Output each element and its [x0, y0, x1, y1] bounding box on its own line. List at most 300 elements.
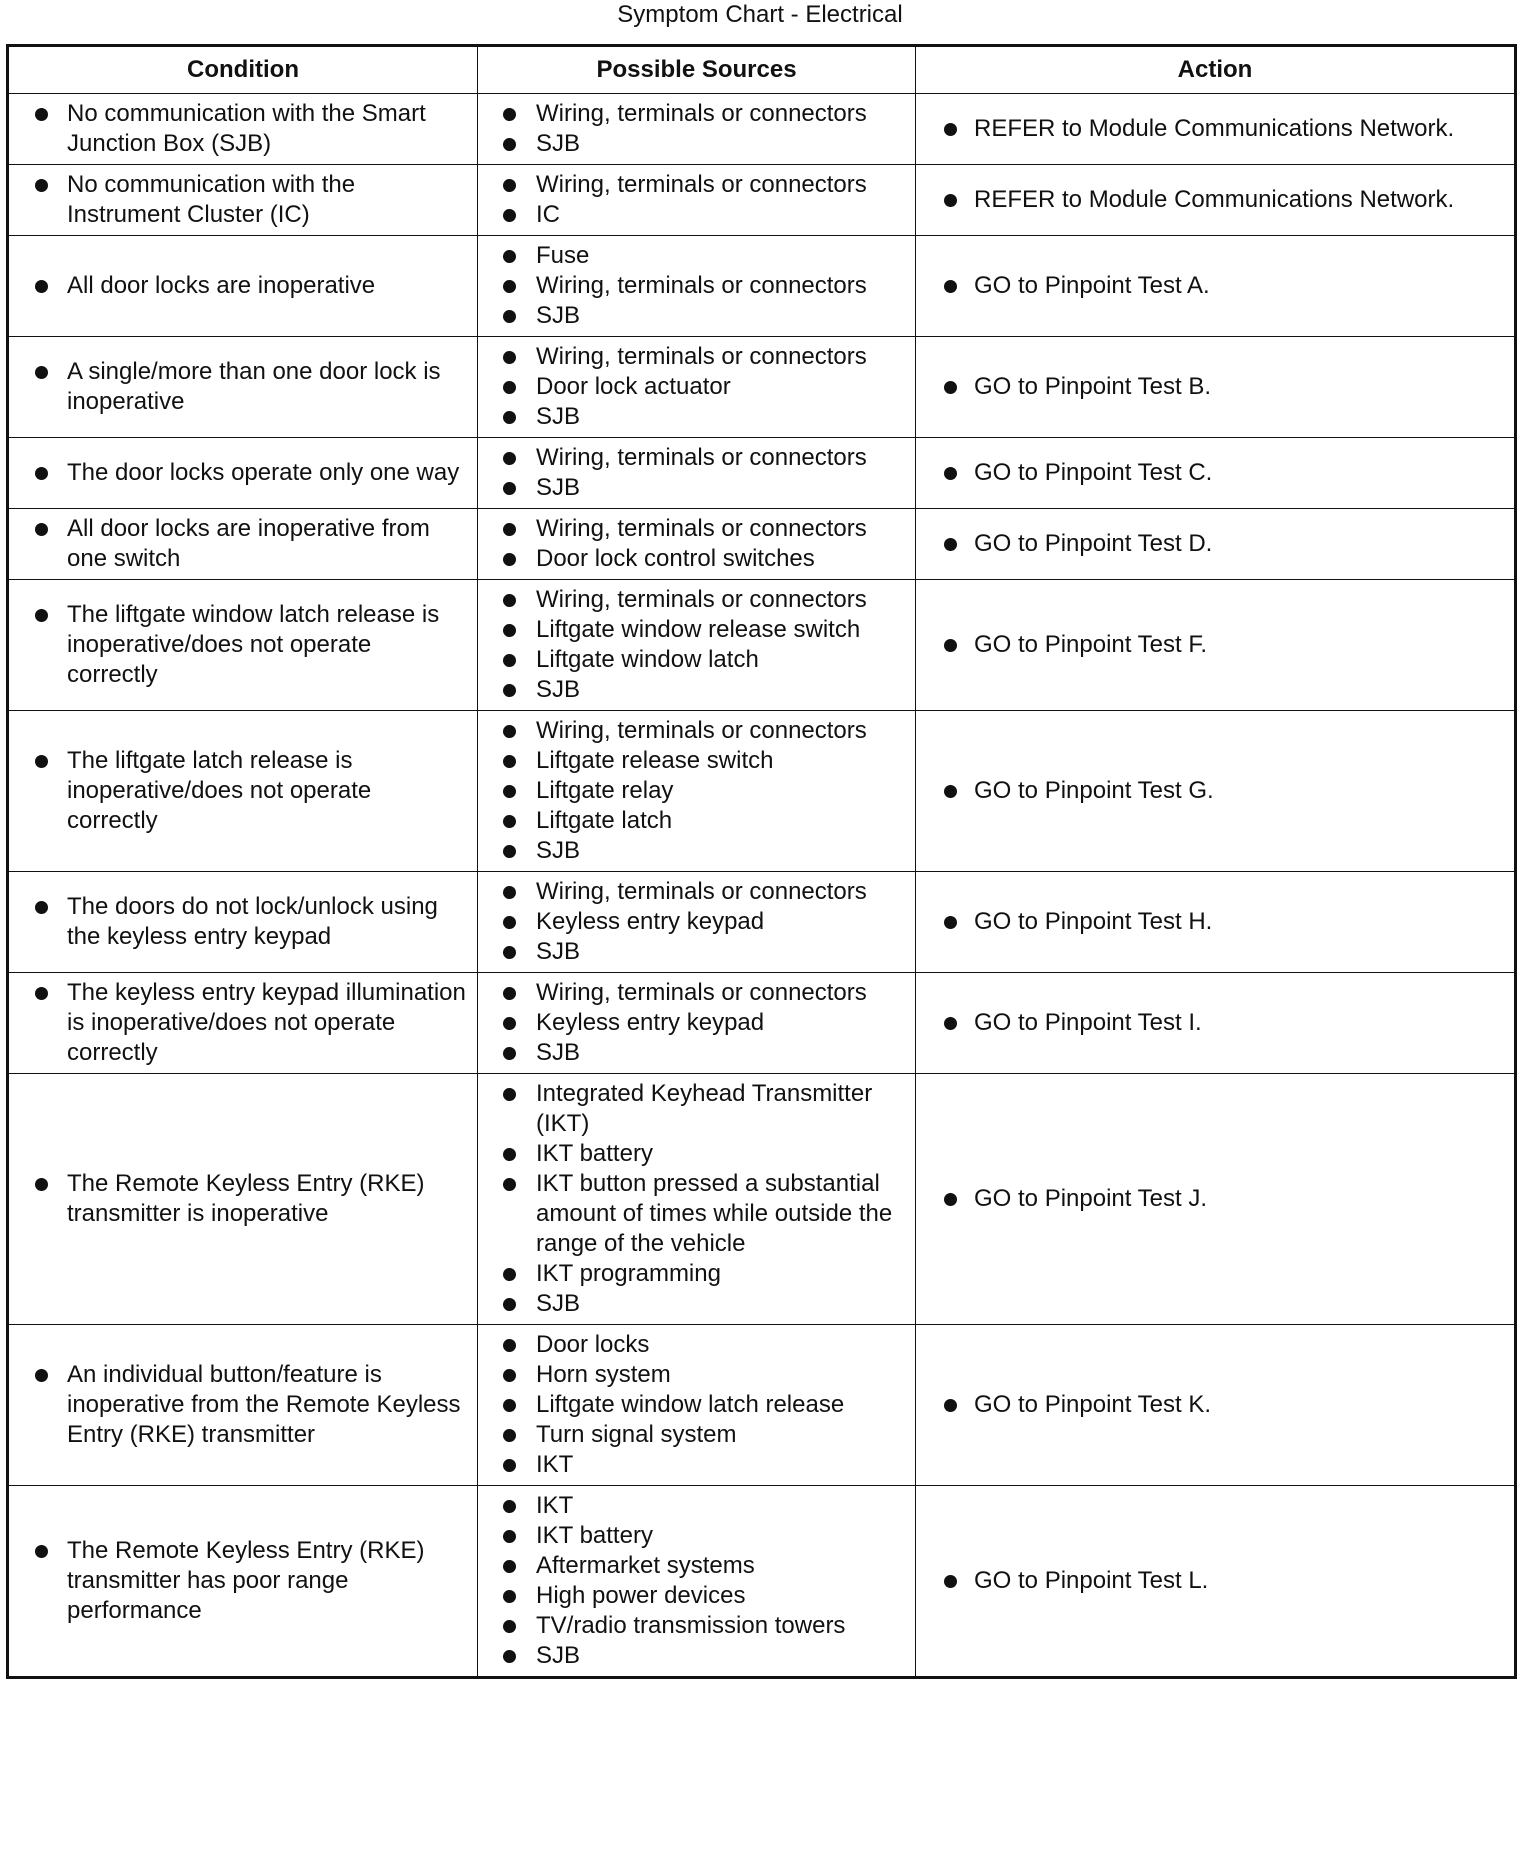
list-item-text: An individual button/feature is inoperative from the Remote Keyless Entry (RKE) transmitter [67, 1361, 461, 1448]
bullet-icon [503, 725, 516, 738]
table-row [8, 580, 1516, 711]
bullet-icon [503, 209, 516, 222]
bullet-icon [944, 639, 957, 652]
list-item-text: SJB [536, 1290, 581, 1317]
list-item [478, 585, 905, 615]
list-item-text: SJB [536, 1642, 581, 1669]
list-item-text: TV/radio transmission towers [536, 1612, 846, 1639]
action-cell [916, 1486, 1516, 1678]
list-item [478, 514, 905, 544]
list-item [478, 1139, 905, 1169]
action-cell-list [916, 1561, 1514, 1601]
list-item [916, 529, 1504, 559]
sources-cell [478, 1486, 916, 1678]
list-item [478, 1259, 905, 1289]
table-row [8, 236, 1516, 337]
bullet-icon [503, 785, 516, 798]
bullet-icon [35, 280, 48, 293]
table-row [8, 438, 1516, 509]
table-row [8, 1325, 1516, 1486]
list-item-text: GO to Pinpoint Test I. [974, 1009, 1202, 1036]
sources-cell [478, 165, 916, 236]
sources-cell-list [478, 438, 915, 508]
condition-cell [8, 711, 478, 872]
bullet-icon [503, 179, 516, 192]
bullet-icon [944, 1399, 957, 1412]
table-row [8, 165, 1516, 236]
list-item-text: GO to Pinpoint Test G. [974, 777, 1214, 804]
list-item-text: Liftgate window latch release [536, 1391, 845, 1418]
list-item-text: Liftgate latch [536, 807, 673, 834]
action-cell-list [916, 109, 1514, 149]
sources-cell-list [478, 337, 915, 437]
condition-cell [8, 973, 478, 1074]
sources-cell [478, 337, 916, 438]
sources-cell-list [478, 1074, 915, 1324]
list-item [9, 458, 467, 488]
bullet-icon [503, 1369, 516, 1382]
bullet-icon [503, 523, 516, 536]
list-item [478, 1169, 905, 1259]
action-cell-list [916, 1385, 1514, 1425]
list-item-text: SJB [536, 130, 581, 157]
list-item-text: No communication with the Instrument Cluster (IC) [67, 171, 356, 228]
list-item [9, 271, 467, 301]
list-item [478, 129, 905, 159]
list-item [916, 114, 1504, 144]
bullet-icon [503, 815, 516, 828]
list-item-text: Liftgate release switch [536, 747, 774, 774]
bullet-icon [35, 1369, 48, 1382]
list-item-text: SJB [536, 676, 581, 703]
bullet-icon [35, 467, 48, 480]
list-item [478, 1551, 905, 1581]
condition-cell-list [9, 1531, 477, 1631]
list-item [9, 892, 467, 952]
list-item [478, 937, 905, 967]
bullet-icon [944, 123, 957, 136]
bullet-icon [503, 1650, 516, 1663]
list-item [478, 978, 905, 1008]
bullet-icon [503, 946, 516, 959]
list-item-text: Turn signal system [536, 1421, 737, 1448]
condition-cell-list [9, 165, 477, 235]
list-item [9, 170, 467, 230]
bullet-icon [944, 1017, 957, 1030]
table-row [8, 711, 1516, 872]
list-item [478, 1491, 905, 1521]
list-item-text: The liftgate window latch release is inoperative/does not operate correctly [67, 601, 440, 688]
bullet-icon [503, 1047, 516, 1060]
list-item [9, 99, 467, 159]
condition-cell [8, 872, 478, 973]
list-item [478, 402, 905, 432]
action-cell [916, 1325, 1516, 1486]
bullet-icon [944, 467, 957, 480]
list-item-text: SJB [536, 837, 581, 864]
bullet-icon [35, 179, 48, 192]
action-cell [916, 509, 1516, 580]
action-cell [916, 872, 1516, 973]
list-item [916, 776, 1504, 806]
list-item [478, 1079, 905, 1139]
list-item [478, 746, 905, 776]
list-item-text: SJB [536, 403, 581, 430]
bullet-icon [503, 250, 516, 263]
list-item [478, 200, 905, 230]
condition-cell-list [9, 887, 477, 957]
bullet-icon [503, 1178, 516, 1191]
bullet-icon [503, 138, 516, 151]
bullet-icon [944, 194, 957, 207]
list-item-text: GO to Pinpoint Test A. [974, 272, 1210, 299]
bullet-icon [503, 280, 516, 293]
list-item-text: Liftgate window release switch [536, 616, 861, 643]
list-item-text: GO to Pinpoint Test B. [974, 373, 1212, 400]
action-cell-list [916, 902, 1514, 942]
list-item [478, 443, 905, 473]
sources-cell-list [478, 973, 915, 1073]
list-item-text: IKT battery [536, 1522, 653, 1549]
list-item-text: Door locks [536, 1331, 650, 1358]
list-item [478, 675, 905, 705]
bullet-icon [503, 351, 516, 364]
list-item [478, 241, 905, 271]
condition-cell-list [9, 1355, 477, 1455]
list-item [478, 1330, 905, 1360]
condition-cell [8, 1486, 478, 1678]
list-item-text: Wiring, terminals or connectors [536, 979, 867, 1006]
list-item [478, 877, 905, 907]
list-item-text: No communication with the Smart Junction Box (SJB) [67, 100, 426, 157]
bullet-icon [35, 987, 48, 1000]
list-item [9, 978, 467, 1068]
list-item [916, 1390, 1504, 1420]
list-item [478, 806, 905, 836]
list-item-text: SJB [536, 938, 581, 965]
list-item-text: The door locks operate only one way [67, 459, 460, 486]
bullet-icon [503, 886, 516, 899]
sources-cell [478, 1074, 916, 1325]
bullet-icon [503, 553, 516, 566]
condition-cell [8, 580, 478, 711]
list-item [916, 458, 1504, 488]
bullet-icon [503, 1088, 516, 1101]
condition-cell-list [9, 94, 477, 164]
condition-cell-list [9, 741, 477, 841]
list-item-text: GO to Pinpoint Test H. [974, 908, 1213, 935]
bullet-icon [503, 1017, 516, 1030]
bullet-icon [503, 1429, 516, 1442]
bullet-icon [503, 916, 516, 929]
list-item-text: Fuse [536, 242, 590, 269]
list-item [916, 630, 1504, 660]
list-item-text: IKT programming [536, 1260, 721, 1287]
action-cell [916, 165, 1516, 236]
list-item [478, 645, 905, 675]
action-cell-list [916, 1179, 1514, 1219]
condition-cell [8, 94, 478, 165]
list-item-text: Wiring, terminals or connectors [536, 171, 867, 198]
bullet-icon [35, 609, 48, 622]
condition-cell [8, 165, 478, 236]
sources-cell [478, 438, 916, 509]
list-item-text: The doors do not lock/unlock using the keyless entry keypad [67, 893, 438, 950]
list-item-text: IKT [536, 1492, 574, 1519]
list-item [478, 615, 905, 645]
table-row [8, 872, 1516, 973]
condition-cell-list [9, 1164, 477, 1234]
list-item [9, 357, 467, 417]
list-item [478, 372, 905, 402]
list-item-text: Aftermarket systems [536, 1552, 755, 1579]
condition-cell [8, 236, 478, 337]
sources-cell-list [478, 94, 915, 164]
table-row [8, 973, 1516, 1074]
action-cell [916, 580, 1516, 711]
table-row [8, 1074, 1516, 1325]
list-item [916, 1184, 1504, 1214]
list-item-text: Liftgate relay [536, 777, 674, 804]
list-item [478, 1390, 905, 1420]
list-item-text: Door lock control switches [536, 545, 815, 572]
list-item-text: IKT battery [536, 1140, 653, 1167]
bullet-icon [503, 1339, 516, 1352]
condition-cell-list [9, 352, 477, 422]
action-cell-list [916, 180, 1514, 220]
list-item-text: Wiring, terminals or connectors [536, 717, 867, 744]
list-item-text: GO to Pinpoint Test F. [974, 631, 1208, 658]
bullet-icon [35, 1545, 48, 1558]
sources-cell-list [478, 711, 915, 871]
sources-cell-list [478, 580, 915, 710]
list-item [9, 600, 467, 690]
list-item-text: The Remote Keyless Entry (RKE) transmitter has poor range performance [67, 1537, 425, 1624]
sources-cell [478, 1325, 916, 1486]
bullet-icon [944, 1193, 957, 1206]
bullet-icon [503, 310, 516, 323]
bullet-icon [503, 1560, 516, 1573]
list-item [478, 1581, 905, 1611]
bullet-icon [35, 523, 48, 536]
list-item-text: Wiring, terminals or connectors [536, 515, 867, 542]
list-item-text: The keyless entry keypad illumination is inoperative/does not operate correctly [67, 979, 466, 1066]
list-item [478, 170, 905, 200]
list-item [478, 1641, 905, 1671]
sources-cell-list [478, 1486, 915, 1676]
list-item [9, 1360, 467, 1450]
condition-cell-list [9, 973, 477, 1073]
sources-cell [478, 94, 916, 165]
bullet-icon [503, 755, 516, 768]
list-item-text: SJB [536, 474, 581, 501]
list-item [9, 746, 467, 836]
header-action: Action [916, 46, 1516, 94]
list-item [478, 1038, 905, 1068]
list-item [478, 544, 905, 574]
condition-cell-list [9, 266, 477, 306]
list-item-text: IC [536, 201, 560, 228]
list-item [916, 372, 1504, 402]
bullet-icon [503, 1148, 516, 1161]
list-item [9, 514, 467, 574]
condition-cell-list [9, 453, 477, 493]
list-item-text: REFER to Module Communications Network. [974, 186, 1455, 213]
bullet-icon [503, 845, 516, 858]
list-item-text: IKT [536, 1451, 574, 1478]
table-row [8, 337, 1516, 438]
action-cell-list [916, 453, 1514, 493]
list-item-text: Wiring, terminals or connectors [536, 100, 867, 127]
header-condition: Condition [8, 46, 478, 94]
table-body [8, 94, 1516, 1678]
action-cell [916, 337, 1516, 438]
action-cell-list [916, 367, 1514, 407]
list-item-text: Wiring, terminals or connectors [536, 878, 867, 905]
bullet-icon [944, 280, 957, 293]
list-item-text: Integrated Keyhead Transmitter (IKT) [536, 1080, 873, 1137]
list-item-text: Horn system [536, 1361, 671, 1388]
list-item [478, 1450, 905, 1480]
sources-cell-list [478, 236, 915, 336]
sources-cell [478, 973, 916, 1074]
list-item [478, 301, 905, 331]
list-item [478, 1360, 905, 1390]
action-cell-list [916, 625, 1514, 665]
header-row [8, 46, 1516, 94]
list-item-text: Door lock actuator [536, 373, 731, 400]
bullet-icon [503, 684, 516, 697]
list-item-text: Wiring, terminals or connectors [536, 444, 867, 471]
list-item [9, 1169, 467, 1229]
action-cell [916, 236, 1516, 337]
list-item [478, 99, 905, 129]
list-item [478, 271, 905, 301]
list-item-text: All door locks are inoperative [67, 272, 376, 299]
bullet-icon [35, 366, 48, 379]
sources-cell-list [478, 165, 915, 235]
condition-cell-list [9, 595, 477, 695]
header-possible-sources: Possible Sources [478, 46, 916, 94]
symptom-chart-table [6, 44, 1517, 1679]
bullet-icon [35, 108, 48, 121]
bullet-icon [503, 654, 516, 667]
list-item [478, 776, 905, 806]
sources-cell [478, 236, 916, 337]
bullet-icon [503, 1590, 516, 1603]
bullet-icon [503, 482, 516, 495]
list-item-text: Keyless entry keypad [536, 1009, 765, 1036]
bullet-icon [503, 987, 516, 1000]
chart-title: Symptom Chart - Electrical [617, 1, 903, 28]
bullet-icon [503, 624, 516, 637]
bullet-icon [944, 381, 957, 394]
list-item-text: IKT button pressed a substantial amount of times while outside the range of the vehicle [536, 1170, 893, 1257]
bullet-icon [503, 1500, 516, 1513]
bullet-icon [35, 901, 48, 914]
list-item-text: High power devices [536, 1582, 746, 1609]
list-item [478, 1008, 905, 1038]
list-item-text: Wiring, terminals or connectors [536, 272, 867, 299]
bullet-icon [503, 594, 516, 607]
list-item [916, 1008, 1504, 1038]
list-item [478, 907, 905, 937]
list-item [478, 1521, 905, 1551]
list-item [478, 1289, 905, 1319]
action-cell [916, 94, 1516, 165]
bullet-icon [503, 1298, 516, 1311]
list-item-text: A single/more than one door lock is inoperative [67, 358, 441, 415]
condition-cell-list [9, 509, 477, 579]
bullet-icon [503, 1268, 516, 1281]
bullet-icon [35, 1178, 48, 1191]
condition-cell [8, 509, 478, 580]
table-row [8, 1486, 1516, 1678]
list-item-text: SJB [536, 1039, 581, 1066]
table-row [8, 509, 1516, 580]
action-cell [916, 438, 1516, 509]
action-cell-list [916, 266, 1514, 306]
list-item-text: The liftgate latch release is inoperative/does not operate correctly [67, 747, 372, 834]
list-item [478, 342, 905, 372]
list-item [916, 185, 1504, 215]
list-item [478, 1611, 905, 1641]
sources-cell-list [478, 872, 915, 972]
action-cell [916, 973, 1516, 1074]
action-cell-list [916, 771, 1514, 811]
list-item-text: GO to Pinpoint Test L. [974, 1567, 1209, 1594]
list-item [916, 1566, 1504, 1596]
list-item-text: GO to Pinpoint Test D. [974, 530, 1213, 557]
list-item [478, 473, 905, 503]
action-cell [916, 711, 1516, 872]
bullet-icon [503, 1620, 516, 1633]
bullet-icon [944, 538, 957, 551]
list-item-text: All door locks are inoperative from one switch [67, 515, 430, 572]
bullet-icon [35, 755, 48, 768]
list-item-text: Wiring, terminals or connectors [536, 586, 867, 613]
list-item [478, 1420, 905, 1450]
list-item-text: SJB [536, 302, 581, 329]
condition-cell [8, 1325, 478, 1486]
sources-cell-list [478, 1325, 915, 1485]
sources-cell [478, 711, 916, 872]
condition-cell [8, 337, 478, 438]
bullet-icon [503, 1399, 516, 1412]
list-item [916, 271, 1504, 301]
action-cell [916, 1074, 1516, 1325]
bullet-icon [503, 452, 516, 465]
list-item-text: Keyless entry keypad [536, 908, 765, 935]
list-item-text: Liftgate window latch [536, 646, 759, 673]
list-item [9, 1536, 467, 1626]
sources-cell [478, 509, 916, 580]
bullet-icon [503, 411, 516, 424]
bullet-icon [503, 108, 516, 121]
bullet-icon [944, 916, 957, 929]
bullet-icon [503, 381, 516, 394]
bullet-icon [503, 1530, 516, 1543]
list-item-text: The Remote Keyless Entry (RKE) transmitter is inoperative [67, 1170, 425, 1227]
list-item [478, 716, 905, 746]
list-item [916, 907, 1504, 937]
action-cell-list [916, 524, 1514, 564]
list-item [478, 836, 905, 866]
table-row [8, 94, 1516, 165]
list-item-text: GO to Pinpoint Test J. [974, 1185, 1208, 1212]
sources-cell [478, 872, 916, 973]
sources-cell-list [478, 509, 915, 579]
